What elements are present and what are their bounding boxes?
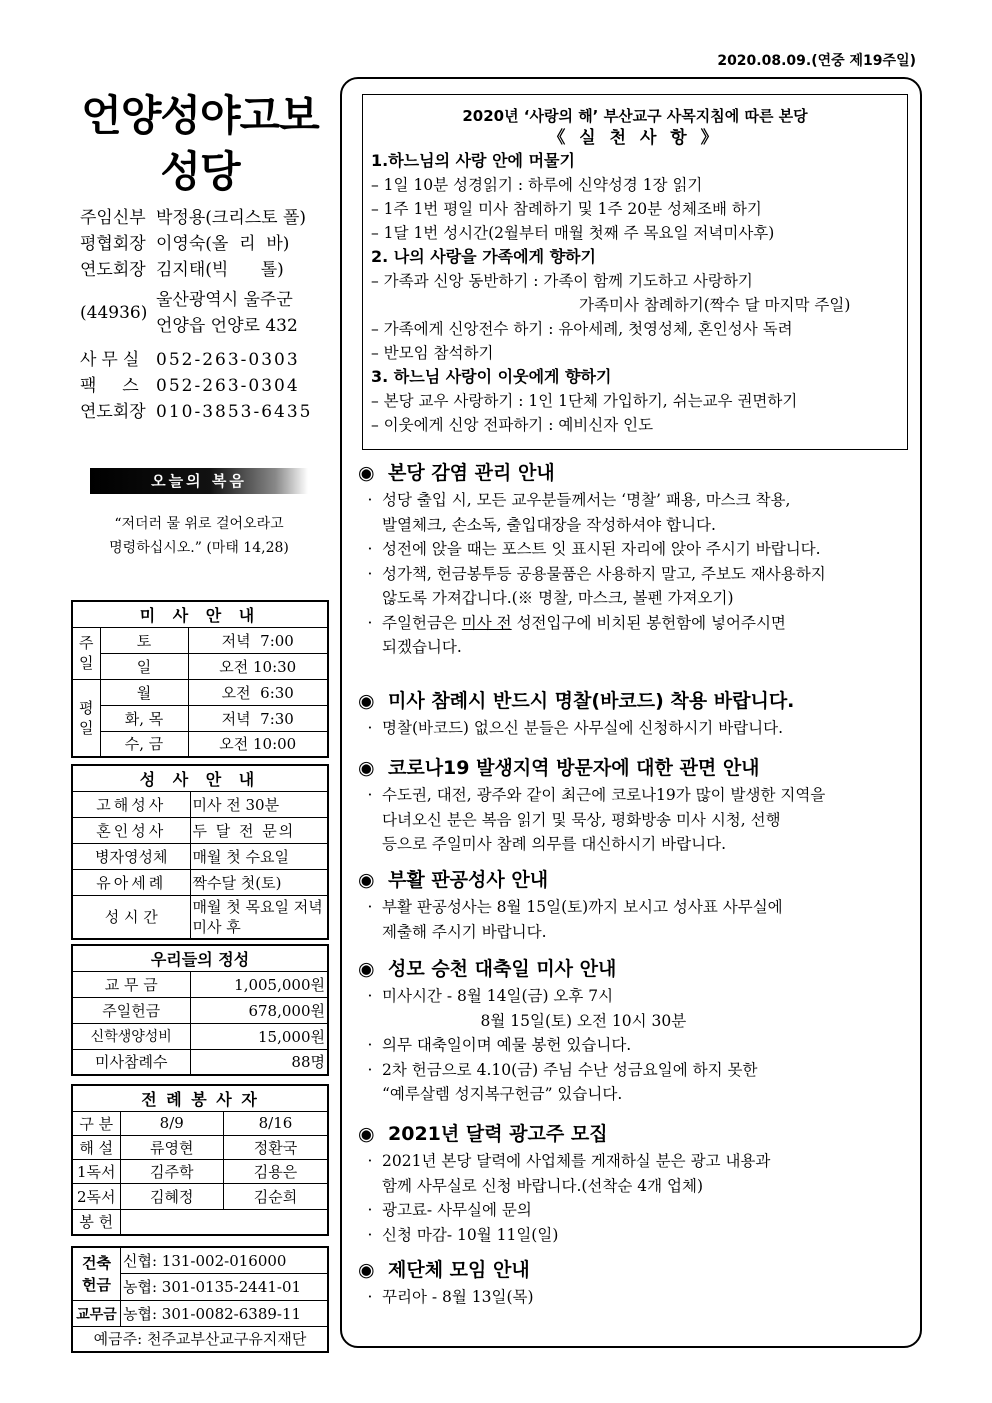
pastoral-line: – 이웃에게 신앙 전파하기 : 예비신자 인도	[371, 416, 654, 434]
pastoral-heading: 2. 나의 사랑을 가족에게 향하기	[371, 247, 596, 266]
sacrament-name: 성 시 간	[72, 895, 190, 939]
sacrament-guide-title: 성 사 안 내	[72, 765, 328, 791]
bullet-icon: ·	[367, 786, 373, 804]
weekday-label: 평일	[72, 679, 100, 757]
servers-name: 김용은	[223, 1159, 328, 1183]
pastoral-line: – 1주 1번 평일 미사 참례하기 및 1주 20분 성체조배 하기	[371, 200, 762, 218]
contact-number: 010-3853-6435	[156, 402, 313, 422]
bullet-icon: ·	[367, 613, 373, 632]
bullet-icon: ·	[367, 564, 373, 583]
list-item: · 2021년 본당 달력에 사업체를 게재하실 분은 광고 내용과 함께 사무실로 신청 바랍니다.(선착순 4개 업체)	[358, 1149, 918, 1198]
building-account-2: 농협: 301-0135-2441-01	[123, 1278, 302, 1296]
bullet-icon: ·	[367, 719, 373, 737]
sacrament-info: 매월 첫 목요일 저녁미사 후	[190, 895, 328, 939]
section-infection-control	[358, 460, 918, 660]
address	[80, 287, 328, 339]
tithe-account: 농협: 301-0082-6389-11	[123, 1305, 302, 1323]
offering-name: 신학생양성비	[72, 1023, 190, 1049]
bullet-icon: ·	[367, 491, 373, 509]
list-item: · 성전에 앉을 때는 포스트 잇 표시된 자리에 앉아 주시기 바랍니다.	[358, 537, 918, 562]
list-item: · 성당 출입 시, 모든 교우분들께서는 ‘명찰’ 패용, 마스크 착용, 발열체크, 손소독, 출입대장을 작성하셔야 합니다.	[358, 488, 918, 537]
servers-name: 김순희	[223, 1183, 328, 1209]
list-item: · 신청 마감- 10월 11일(일)	[358, 1223, 918, 1248]
sunday-label: 주일	[72, 627, 100, 679]
list-item: · 명찰(바코드) 없으신 분들은 사무실에 신청하시기 바랍니다.	[358, 716, 918, 741]
building-fund-accounts	[73, 1248, 327, 1301]
mass-time: 오전 10:00	[188, 731, 328, 757]
staff-role: 연도회장	[80, 260, 146, 280]
section-marker-icon: ◉	[358, 462, 375, 484]
section-nametag	[358, 688, 918, 741]
list-item: · 성가책, 헌금봉투등 공용물품은 사용하지 말고, 주보도 재사용하지 않도록 가져갑니다.(※ 명찰, 마스크, 볼펜 가져오기)	[358, 562, 918, 611]
contact-label: 연도회장	[80, 402, 146, 422]
section-title: 본당 감염 관리 안내	[388, 462, 555, 484]
bullet-icon: ·	[367, 1288, 373, 1306]
pastoral-subtitle: 《 실 천 사 항 》	[548, 128, 722, 148]
offering-table	[71, 944, 329, 1076]
parish-info	[80, 205, 328, 425]
mass-time: 저녁 7:30	[188, 705, 328, 731]
staff-role: 평협회장	[80, 234, 146, 254]
mass-guide-table	[71, 600, 329, 758]
bullet-icon: ·	[367, 1036, 373, 1054]
parish-title-line2: 성당	[160, 147, 240, 196]
mass-day: 토	[100, 627, 188, 653]
pastoral-heading: 1.하느님의 사랑 안에 머물기	[371, 151, 575, 170]
servers-role: 해 설	[72, 1135, 120, 1159]
contact-row	[80, 347, 328, 373]
pastoral-line: – 가족에게 신앙전수 하기 : 유아세례, 첫영성체, 혼인성사 독려	[371, 320, 793, 338]
pastoral-line: – 반모임 참석하기	[371, 344, 494, 362]
offering-amount: 15,000원	[190, 1023, 328, 1049]
bullet-icon: ·	[367, 1152, 373, 1170]
section-marker-icon: ◉	[358, 958, 375, 980]
section-easter-confession	[358, 867, 918, 944]
section-title: 미사 참례시 반드시 명찰(바코드) 착용 바랍니다.	[388, 690, 795, 712]
section-marker-icon: ◉	[358, 1123, 375, 1145]
offering-amount: 1,005,000원	[190, 971, 328, 997]
bullet-icon: ·	[367, 898, 373, 916]
staff-name: 박정용(크리스토 폴)	[156, 208, 307, 228]
building-account-1: 신협: 131-002-016000	[121, 1248, 327, 1274]
pastoral-line: 가족미사 참례하기(짝수 달 마지막 주일)	[579, 296, 851, 314]
servers-name: 김주학	[120, 1159, 223, 1183]
offering-name: 주일헌금	[72, 997, 190, 1023]
list-item: · 수도권, 대전, 광주와 같이 최근에 코로나19가 많이 발생한 지역을 다녀오신 분은 복음 읽기 및 묵상, 평화방송 미사 시청, 선행 등으로 주일미사 참례 의무를 대신하시기 바랍니다.	[358, 783, 918, 857]
servers-role: 2독서	[72, 1183, 120, 1209]
servers-header-cell: 8/16	[223, 1111, 328, 1135]
section-corona-dispensation	[358, 755, 918, 857]
pastoral-line: – 1일 10분 성경읽기 : 하루에 신약성경 1장 읽기	[371, 176, 703, 194]
sacrament-info: 매월 첫 수요일	[190, 843, 328, 869]
sacrament-name: 유아세례	[72, 869, 190, 895]
issue-date: 2020.08.09.(연중 제19주일)	[717, 53, 916, 69]
postal-code: (44936)	[80, 303, 148, 323]
servers-header-cell: 구 분	[72, 1111, 120, 1135]
sacrament-guide-table	[71, 764, 329, 940]
offering-name: 교 무 금	[72, 971, 190, 997]
staff-row	[80, 205, 328, 231]
staff-role: 주임신부	[80, 208, 146, 228]
account-holder: 예금주: 천주교부산교구유지재단	[93, 1330, 307, 1348]
bullet-icon: ·	[367, 1225, 373, 1244]
pastoral-guideline-box	[362, 94, 908, 450]
section-group-meetings	[358, 1257, 918, 1310]
servers-name: 정환국	[223, 1135, 328, 1159]
list-item: · 꾸리아 - 8월 13일(목)	[358, 1285, 918, 1310]
servers-name: 김혜정	[120, 1183, 223, 1209]
offering-amount: 88명	[190, 1049, 328, 1075]
address-line2: 언양읍 언양로 432	[156, 316, 298, 336]
bullet-icon: ·	[367, 1060, 373, 1079]
gospel-quote	[74, 512, 324, 560]
offering-amount: 678,000원	[190, 997, 328, 1023]
contact-number: 052-263-0304	[156, 376, 300, 396]
pastoral-title: 2020년 ‘사랑의 해’ 부산교구 사목지침에 따른 본당	[462, 107, 808, 125]
sacrament-name: 고해성사	[72, 791, 190, 817]
servers-title: 전 례 봉 사 자	[72, 1085, 328, 1111]
sacrament-name: 병자영성체	[72, 843, 190, 869]
sacrament-name: 혼인성사	[72, 817, 190, 843]
building-fund-label: 건축 헌금	[73, 1248, 121, 1300]
underlined-text: 미사 전	[461, 613, 512, 632]
sacrament-info: 두 달 전 문의	[190, 817, 328, 843]
staff-name: 김지태(빅 톨)	[156, 260, 284, 280]
offering-title: 우리들의 정성	[72, 945, 328, 971]
contact-number: 052-263-0303	[156, 350, 300, 370]
mass-time: 저녁 7:00	[188, 627, 328, 653]
contact-label: 팩 스	[80, 376, 144, 396]
mass-guide-title: 미 사 안 내	[72, 601, 328, 627]
address-line1: 울산광역시 울주군	[156, 290, 293, 310]
parish-title-line1: 언양성야고보	[81, 91, 319, 140]
mass-day: 수, 금	[100, 731, 188, 757]
bullet-icon: ·	[367, 1201, 373, 1219]
sacrament-info: 짝수달 첫(토)	[190, 869, 328, 895]
servers-role: 1독서	[72, 1159, 120, 1183]
list-item: · 부활 판공성사는 8월 15일(토)까지 보시고 성사표 사무실에 제출해 주시기 바랍니다.	[358, 895, 918, 944]
pastoral-line: – 가족과 신앙 동반하기 : 가족이 함께 기도하고 사랑하기	[371, 272, 753, 290]
servers-header-cell: 8/9	[120, 1111, 223, 1135]
section-title: 제단체 모임 안내	[388, 1259, 530, 1281]
bullet-icon: ·	[367, 987, 373, 1005]
section-title: 부활 판공성사 안내	[388, 869, 549, 891]
section-title: 성모 승천 대축일 미사 안내	[388, 958, 617, 980]
list-item: · 주일헌금은 미사 전 성전입구에 비치된 봉헌함에 넣어주시면 되겠습니다.	[358, 611, 918, 660]
gospel-quote-line1: “저더러 물 위로 걸어오라고	[114, 516, 284, 532]
contact-label: 사무실	[80, 350, 145, 370]
section-title: 코로나19 발생지역 방문자에 대한 관면 안내	[388, 757, 760, 779]
servers-role: 봉 헌	[72, 1209, 120, 1235]
pastoral-heading: 3. 하느님 사랑이 이웃에게 향하기	[371, 367, 612, 386]
pastoral-line: – 본당 교우 사랑하기 : 1인 1단체 가입하기, 쉬는교우 권면하기	[371, 392, 798, 410]
section-marker-icon: ◉	[358, 869, 375, 891]
bullet-icon: ·	[367, 540, 373, 558]
section-assumption-mass	[358, 956, 918, 1107]
mass-day: 일	[100, 653, 188, 679]
staff-row	[80, 231, 328, 257]
pastoral-line: – 1달 1번 성시간(2월부터 매월 첫째 주 목요일 저녁미사후)	[371, 224, 775, 242]
pastoral-lines	[371, 149, 899, 437]
section-marker-icon: ◉	[358, 757, 375, 779]
parish-title	[74, 88, 326, 200]
staff-name: 이영숙(올 리 바)	[156, 234, 290, 254]
tithe-label: 교무금	[73, 1301, 121, 1326]
list-item: · 광고료- 사무실에 문의	[358, 1198, 918, 1223]
account-box	[71, 1246, 329, 1353]
staff-row	[80, 257, 328, 283]
sacrament-info: 미사 전 30분	[190, 791, 328, 817]
servers-name	[120, 1209, 328, 1235]
servers-table	[71, 1084, 329, 1236]
list-item: · 의무 대축일이며 예물 봉헌 있습니다.	[358, 1033, 918, 1058]
gospel-banner: 오늘의 복음	[90, 468, 308, 494]
gospel-quote-line2: 명령하십시오.” (마태 14,28)	[109, 540, 289, 556]
tithe-account-row	[73, 1301, 327, 1327]
list-item: · 미사시간 - 8월 14일(금) 오후 7시 8월 15일(토) 오전 10시 30분	[358, 984, 918, 1033]
mass-day: 월	[100, 679, 188, 705]
section-title: 2021년 달력 광고주 모집	[388, 1123, 608, 1145]
servers-name: 류영현	[120, 1135, 223, 1159]
section-marker-icon: ◉	[358, 690, 375, 712]
list-item: · 2차 헌금으로 4.10(금) 주님 수난 성금요일에 하지 못한 “예루살렘 성지복구헌금” 있습니다.	[358, 1058, 918, 1107]
offering-name: 미사참례수	[72, 1049, 190, 1075]
mass-time: 오전 6:30	[188, 679, 328, 705]
mass-time: 오전 10:30	[188, 653, 328, 679]
mass-day: 화, 목	[100, 705, 188, 731]
contact-row	[80, 399, 328, 425]
section-calendar-advertisers	[358, 1121, 918, 1247]
contact-row	[80, 373, 328, 399]
section-marker-icon: ◉	[358, 1259, 375, 1281]
